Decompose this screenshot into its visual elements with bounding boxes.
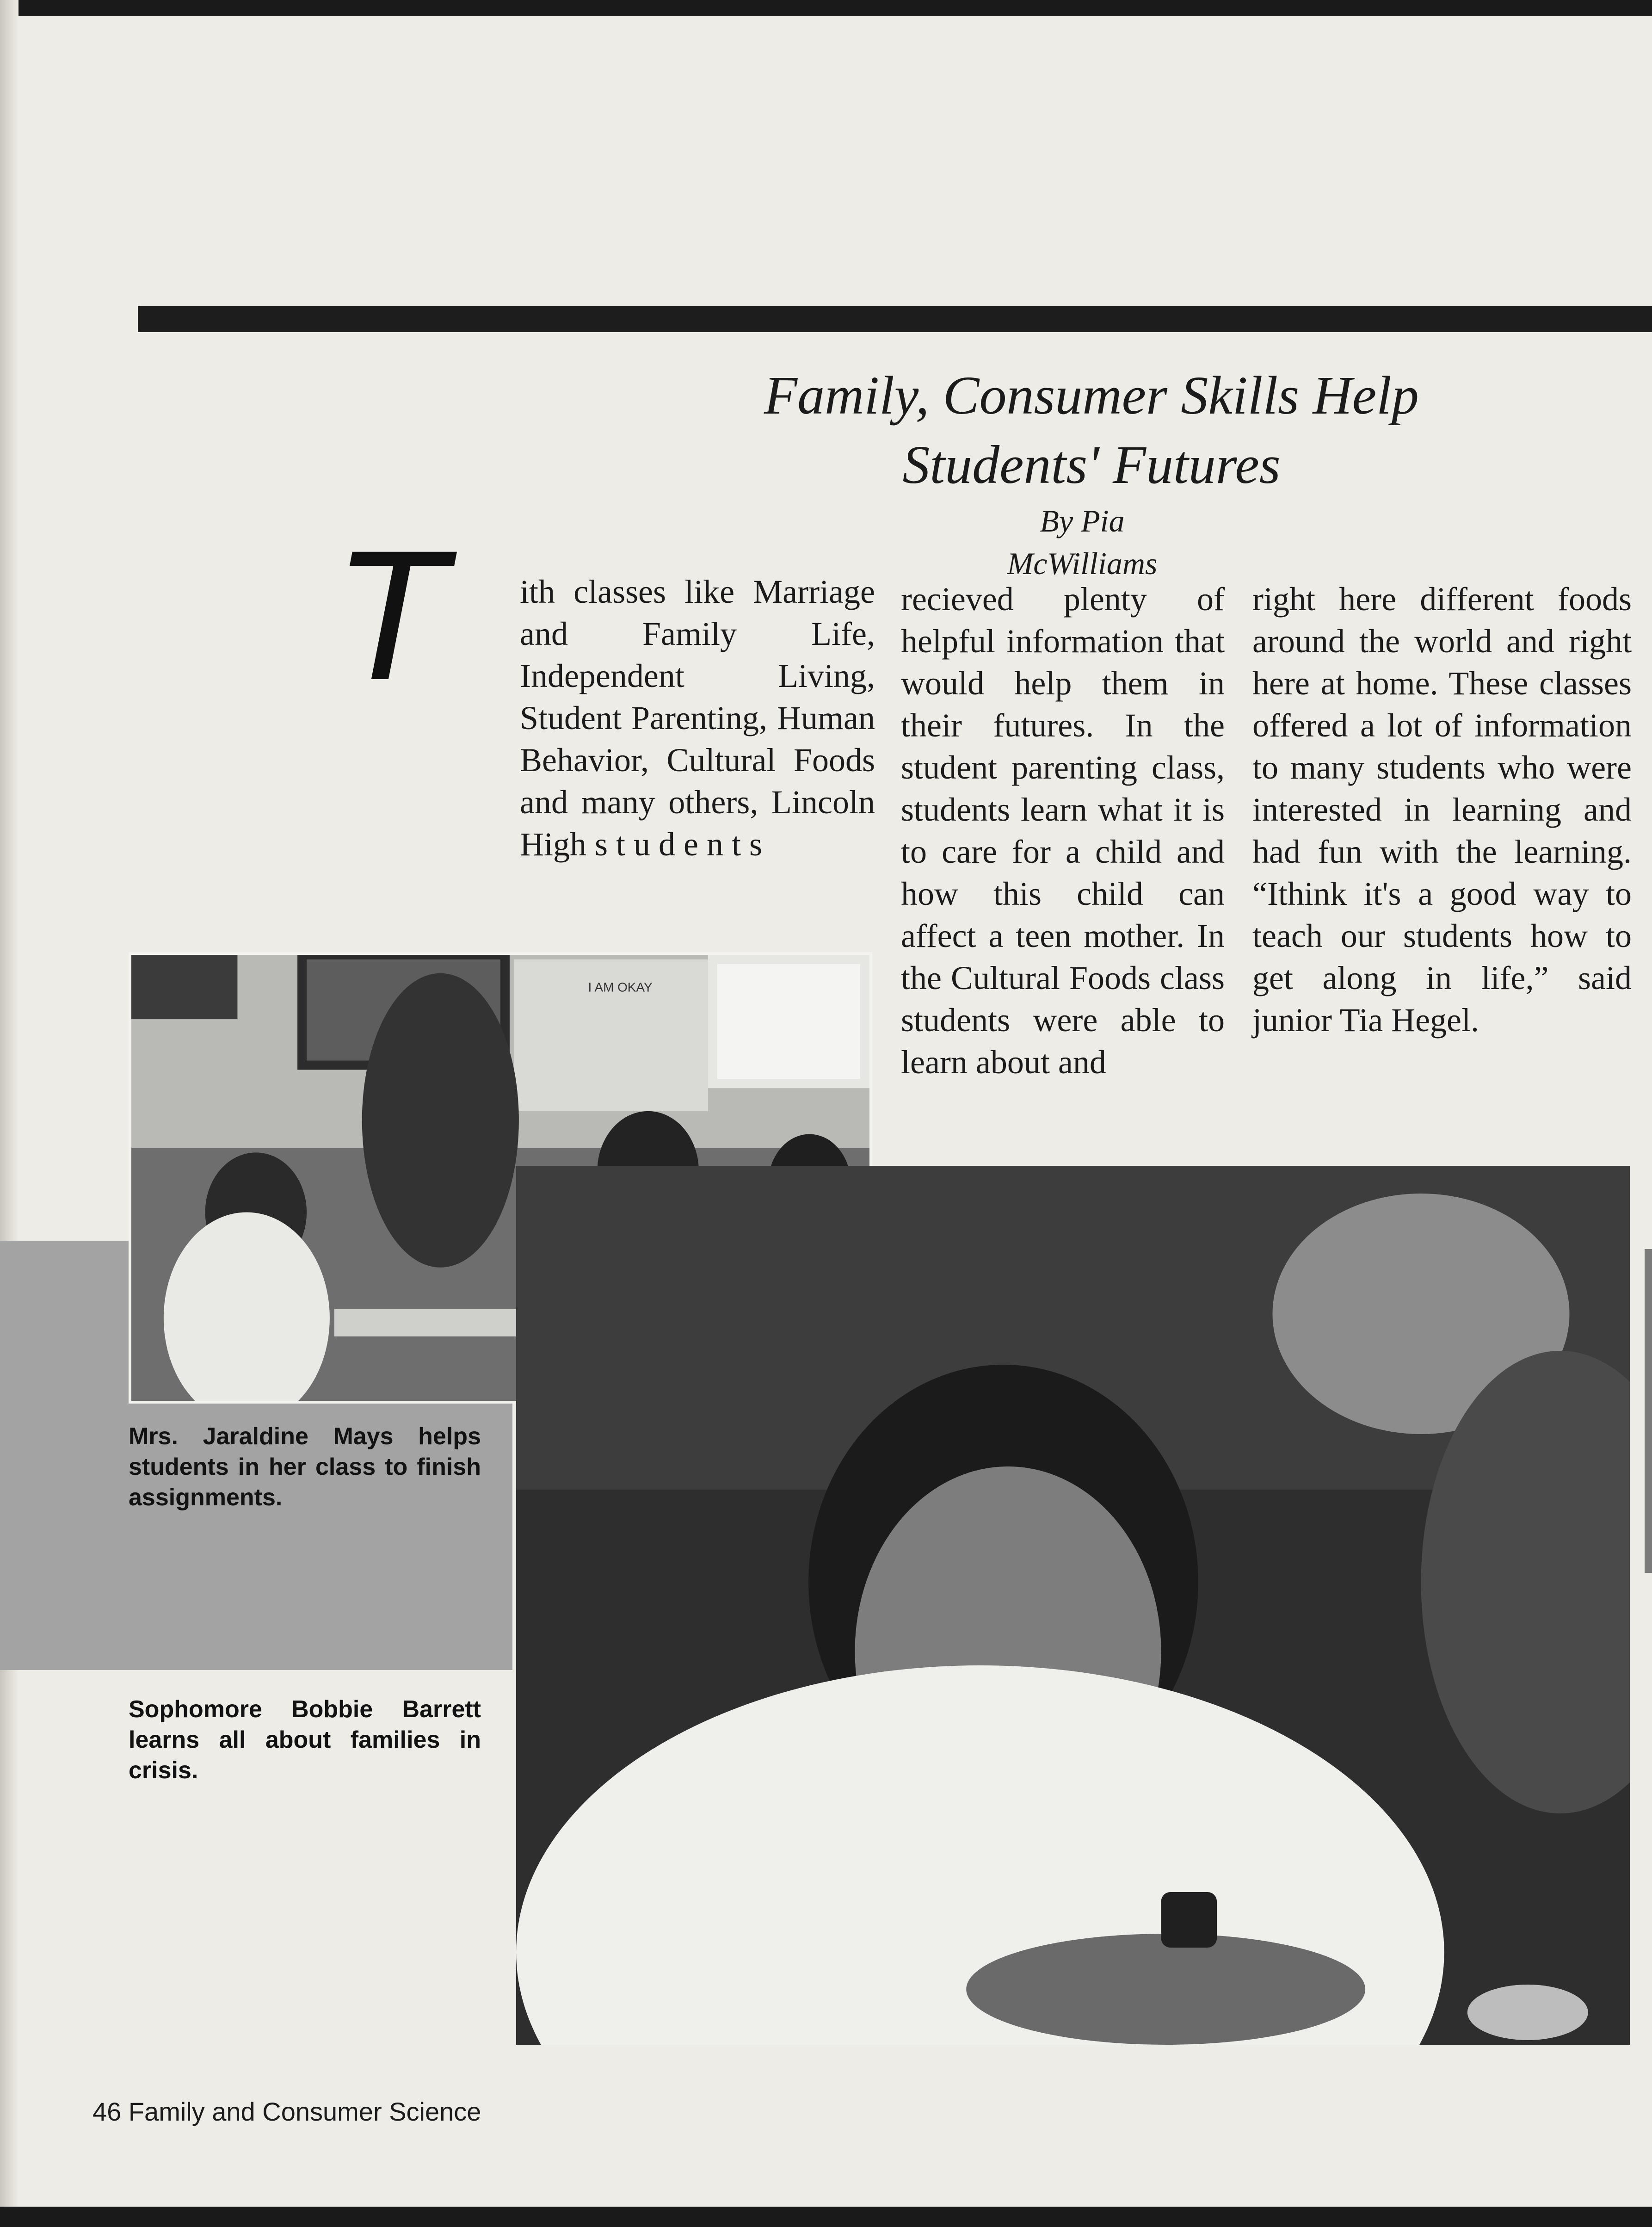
portrait-photo-caption: Sophomore Bobbie Barrett learns all about families in crisis.	[129, 1696, 481, 1784]
student-portrait-image	[516, 1166, 1630, 2045]
page-binding-shadow	[0, 0, 18, 2227]
classroom-sign-text: I AM OKAY	[588, 980, 653, 995]
article-column-2: recieved plenty of helpful information that would help them in their futures. In the student parenting class, students learn what it is to care for a child and how this child can affect a teen mother. In the Cultural Foods class students were able to learn about and	[901, 581, 1225, 1081]
article-column-1: ith classes like Marriage and Family Life, Independent Living, Student Parenting, Human Behavior, Cultural Foods and many others, Lincoln High s t u d e n t s	[520, 573, 875, 863]
header-rule	[138, 306, 1652, 332]
byline	[953, 500, 1212, 585]
page-top-edge	[0, 0, 1652, 16]
title-line-2: Students' Futures	[902, 434, 1281, 495]
student-portrait-photo	[516, 1166, 1630, 2045]
classroom-photo-caption: Mrs. Jaraldine Mays helps students in her class to finish assignments.	[129, 1423, 481, 1511]
title-line-1: Family, Consumer Skills Help	[764, 365, 1419, 426]
page-bottom-edge	[0, 2207, 1652, 2227]
page-right-edge-tab	[1645, 1249, 1652, 1573]
byline-line-2: McWilliams	[1007, 546, 1158, 581]
article-column-3: right here different foods around the world and right here at home. These classes offered a lot of information to many students who were interested in learning and had fun with the learning. “Ithink it's a good way to teach our students how to get along in life,” said junior Tia Hegel.	[1252, 581, 1632, 1039]
drop-cap: T	[333, 512, 446, 718]
article-title	[573, 361, 1609, 500]
byline-line-1: By Pia	[1040, 503, 1125, 538]
page-footer: 46 Family and Consumer Science	[92, 2097, 481, 2126]
